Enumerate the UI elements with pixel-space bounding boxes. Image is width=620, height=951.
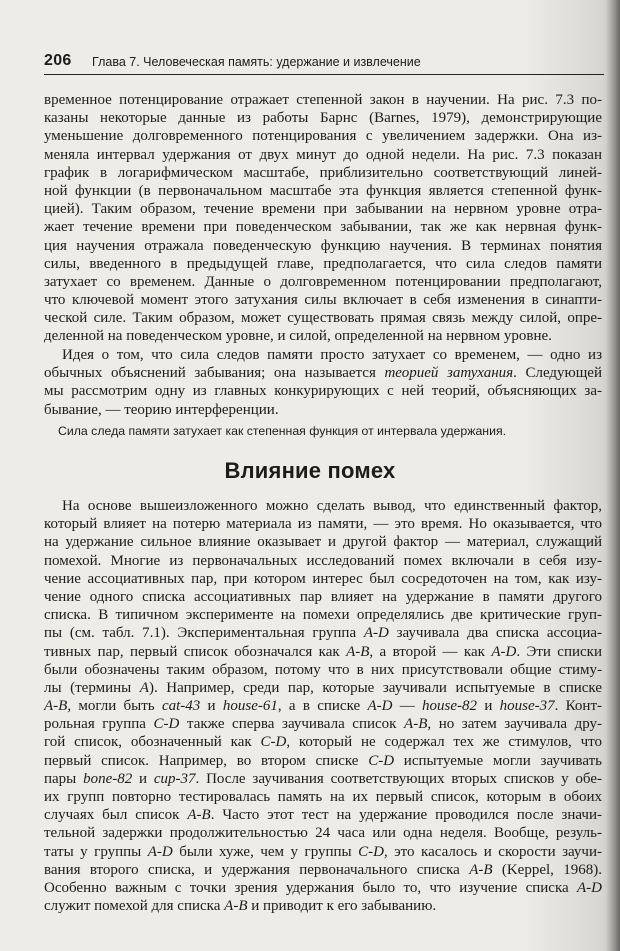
- text-line: таты у группы A-D были хуже, чем у группы C-D, это касалось и скорости заучи-: [44, 843, 602, 860]
- page-header: [44, 52, 604, 75]
- text-line: На основе вышеизложенного можно сделать вывод, что единственный фактор,: [62, 498, 602, 514]
- text-line: вания второго списка, и удержания первоначального списка A-B (Keppel, 1968).: [44, 861, 602, 878]
- text-line: списка. В типичном эксперименте на помехи определялись две критические груп-: [44, 607, 602, 624]
- text-line: ной функции (в первоначальном масштабе эта функция является степенной функ-: [44, 182, 602, 199]
- text-line: затухает со временем. Данные о долговременном потенцировании предполагают,: [44, 273, 602, 290]
- text-line: бывание, — теорию интерференции.: [44, 401, 279, 418]
- text-line: помехой. Многие из первоначальных исследований помех включали в себя изу-: [44, 552, 602, 569]
- text-line: пы (см. табл. 7.1). Экспериментальная группа A-D заучивала два списка ассоциа-: [44, 625, 603, 642]
- paragraph-decay-theory: [44, 346, 602, 419]
- running-head: Глава 7. Человеческая память: удержание и извлечение: [92, 55, 421, 69]
- text-line: ция научения отражала поведенческую функцию научения. В терминах понятия: [44, 237, 602, 254]
- text-line: уменьшение долговременного потенцирования с увеличением задержки. Она из-: [44, 128, 602, 145]
- text-line: тельной задержки продолжительностью 24 часа или одна неделя. Вообще, резуль-: [44, 825, 602, 842]
- text-line: график в логарифмическом масштабе, приблизительно соответствующий линей-: [44, 164, 602, 181]
- text-line: чение одного списка ассоциативных пар влияет на удержание в памяти другого: [44, 588, 602, 605]
- text-line: были обозначены таким образом, потому что в них присутствовали общие стиму-: [44, 661, 602, 678]
- text-line: служит помехой для списка A-B и приводит к его забыванию.: [44, 898, 437, 915]
- page-number: 206: [44, 52, 72, 69]
- text-line: который влияет на потерю материала из памяти, — это время. Но оказывается, что: [44, 516, 602, 533]
- text-line: цией). Таким образом, течение времени при забывании на нервном уровне отра-: [44, 201, 602, 218]
- text-line: мы рассмотрим одну из главных конкурирующих с ней теорий, объясняющих за-: [44, 383, 602, 400]
- text-line: лы (термины A). Например, среди пар, которые заучивали испытуемые в списке: [44, 679, 602, 696]
- text-line: обычных объяснений забывания; она называется теорией затухания. Следующей: [44, 365, 602, 382]
- term-decay-theory: теорией затухания: [384, 365, 514, 382]
- text-line: на удержание сильное влияние оказывает и другой фактор — материал, служащий: [44, 534, 602, 551]
- summary-callout: Сила следа памяти затухает как степенная функция от интервала удержания.: [58, 424, 507, 438]
- section-title: Влияние помех: [224, 458, 396, 483]
- text-line: временное потенцирование отражает степенной закон в научении. На рис. 7.3 по-: [44, 92, 602, 108]
- text-line: случаях был список A-B. Часто этот тест на удержание проводился после значи-: [44, 807, 602, 824]
- text-line: A-B, могли быть cat-43 и house-61, а в списке A-D — house-82 и house-37. Конт-: [44, 698, 603, 715]
- text-line: что ключевой момент этого затухания силы включает в себя изменения в синапти-: [44, 292, 602, 309]
- text-line: чение ассоциативных пар, при котором интерес был сосредоточен на том, как изу-: [44, 570, 602, 587]
- text-line: меняла интервал удержания от двух минут до одной недели. На рис. 7.3 показан: [44, 146, 602, 163]
- text-line: жает течение времени при поведенческом забывании, так же как нервная функ-: [44, 219, 602, 236]
- book-spine-shadow: [606, 0, 620, 951]
- paragraph-ltp: [44, 91, 602, 346]
- paragraph-interference: [44, 497, 602, 915]
- text-line: казаны некоторые данные из работы Барнс (Barnes, 1979), демонстрирующие: [44, 110, 602, 127]
- text-line: гой список, обозначенный как C-D, который не содержал тех же стимулов, что: [44, 734, 602, 751]
- text-line: ческой силе. Таким образом, может существовать прямая связь между силой, опре-: [44, 310, 602, 327]
- text-line: их групп повторно тестировалась память на их первый список, которым в обоих: [44, 789, 602, 805]
- text-line: Особенно важным с точки зрения удержания было то, что изучение списка A-D: [44, 879, 602, 896]
- text-line: силы, введенного в предыдущей главе, предполагается, что сила следов памяти: [44, 255, 602, 272]
- text-line: рольная группа C-D также сперва заучивала список A-B, но затем заучивала дру-: [44, 716, 602, 733]
- text-line: Идея о том, что сила следов памяти просто затухает со временем, — одно из: [62, 347, 602, 363]
- text-line: первый список. Например, во втором списке C-D испытуемые могли заучивать: [44, 752, 602, 769]
- text-line: тивных пар, первый список обозначался как A-B, а второй — как A-D. Эти списки: [44, 643, 602, 660]
- text-line: пары bone-82 и cup-37. После заучивания соответствующих вторых списков у обе-: [44, 770, 603, 787]
- text-line: деленной на поведенческом уровне, и силой, определенной на нервном уровне.: [44, 328, 552, 345]
